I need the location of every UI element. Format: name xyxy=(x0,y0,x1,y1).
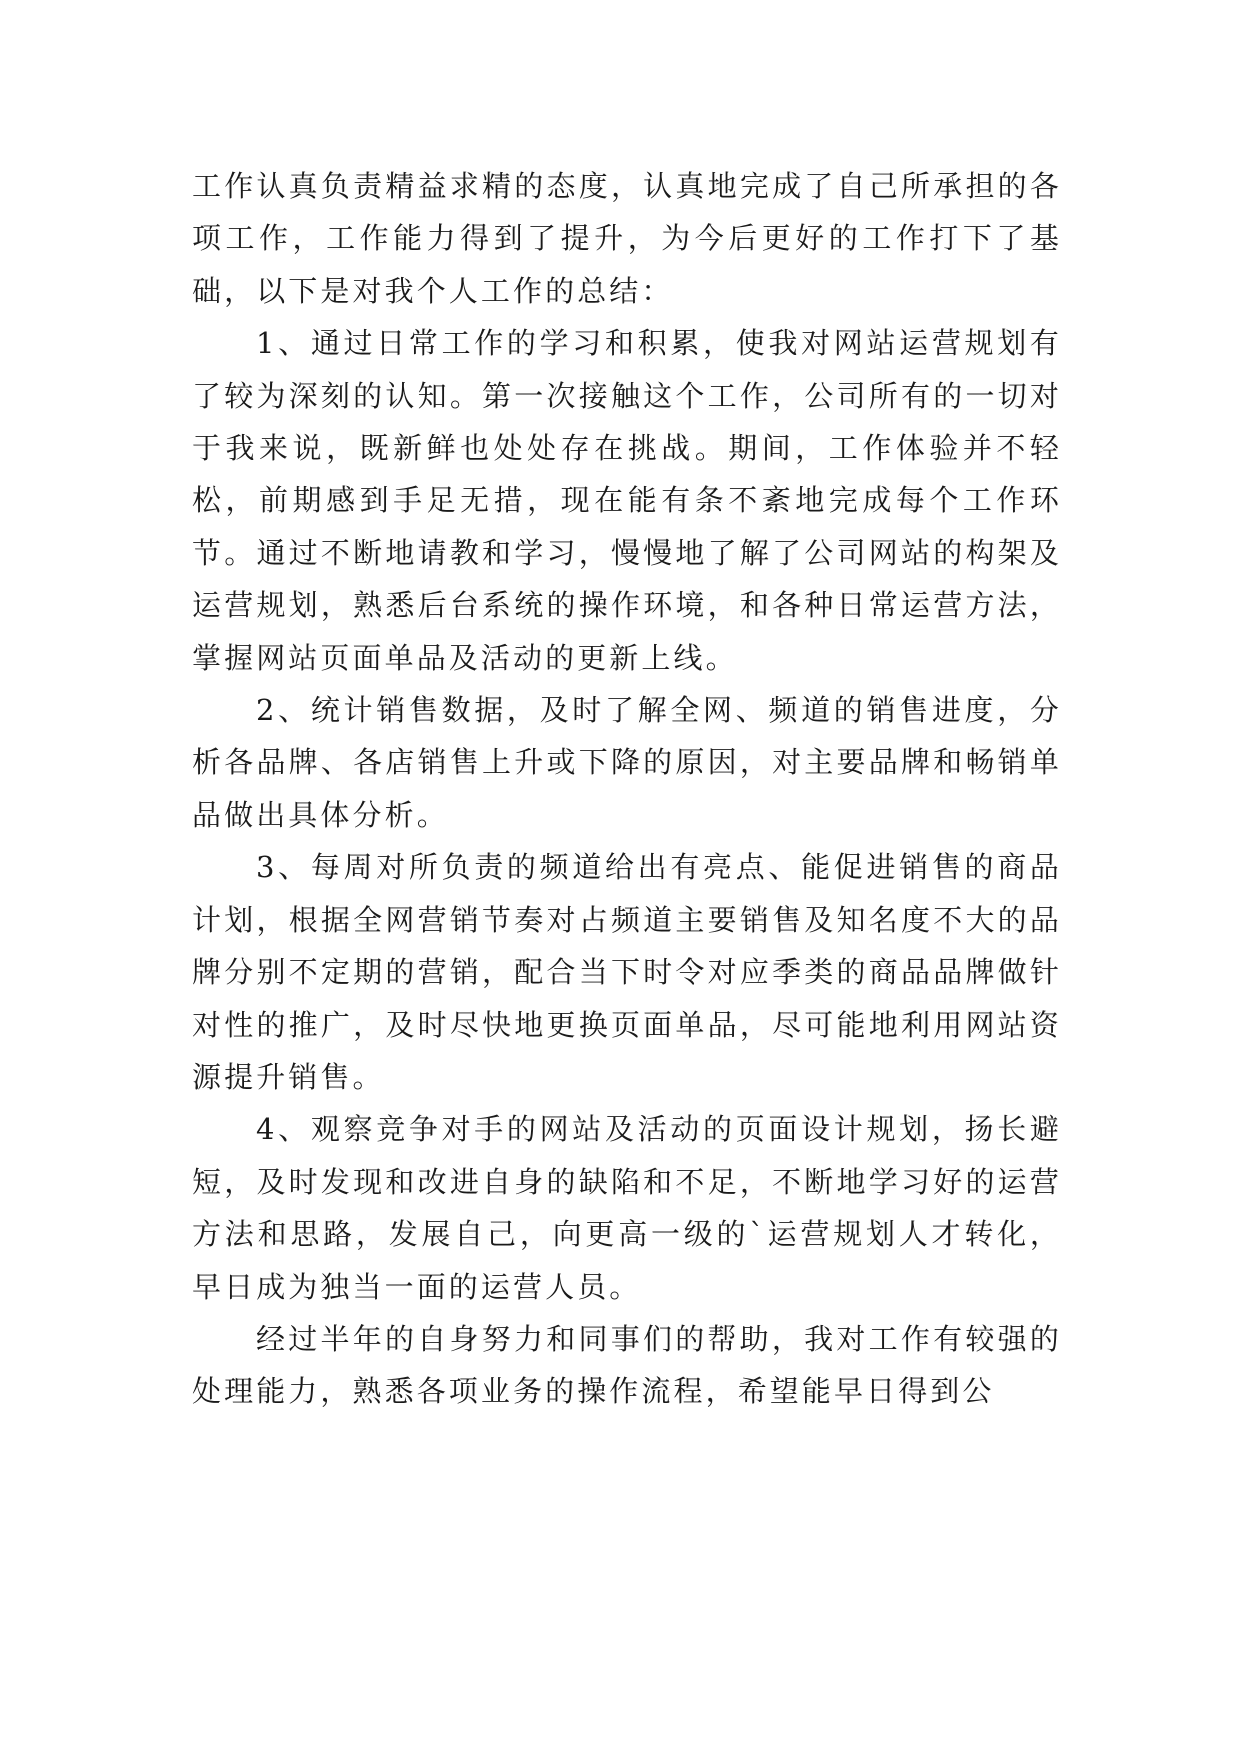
paragraph-conclusion: 经过半年的自身努力和同事们的帮助，我对工作有较强的处理能力，熟悉各项业务的操作流程，希望能早日得到公 xyxy=(192,1321,1062,1409)
paragraph-intro: 工作认真负责精益求精的态度，认真地完成了自己所承担的各项工作，工作能力得到了提升，为今后更好的工作打下了基础，以下是对我个人工作的总结： xyxy=(192,169,1062,308)
paragraph-item-4: 4、观察竞争对手的网站及活动的页面设计规划，扬长避短，及时发现和改进自身的缺陷和不足，不断地学习好的运营方法和思路，发展自己，向更高一级的`运营规划人才转化，早日成为独当一面的运营人员。 xyxy=(192,1112,1062,1304)
document-body xyxy=(192,160,1062,1418)
paragraph-item-1: 1、通过日常工作的学习和积累，使我对网站运营规划有了较为深刻的认知。第一次接触这个工作，公司所有的一切对于我来说，既新鲜也处处存在挑战。期间，工作体验并不轻松，前期感到手足无措，现在能有条不紊地完成每个工作环节。通过不断地请教和学习，慢慢地了解了公司网站的构架及运营规划，熟悉后台系统的操作环境，和各种日常运营方法，掌握网站页面单品及活动的更新上线。 xyxy=(192,326,1062,675)
paragraph-item-2: 2、统计销售数据，及时了解全网、频道的销售进度，分析各品牌、各店销售上升或下降的原因，对主要品牌和畅销单品做出具体分析。 xyxy=(192,693,1062,832)
paragraph-item-3: 3、每周对所负责的频道给出有亮点、能促进销售的商品计划，根据全网营销节奏对占频道主要销售及知名度不大的品牌分别不定期的营销，配合当下时令对应季类的商品品牌做针对性的推广，及时尽快地更换页面单品，尽可能地利用网站资源提升销售。 xyxy=(192,850,1062,1094)
